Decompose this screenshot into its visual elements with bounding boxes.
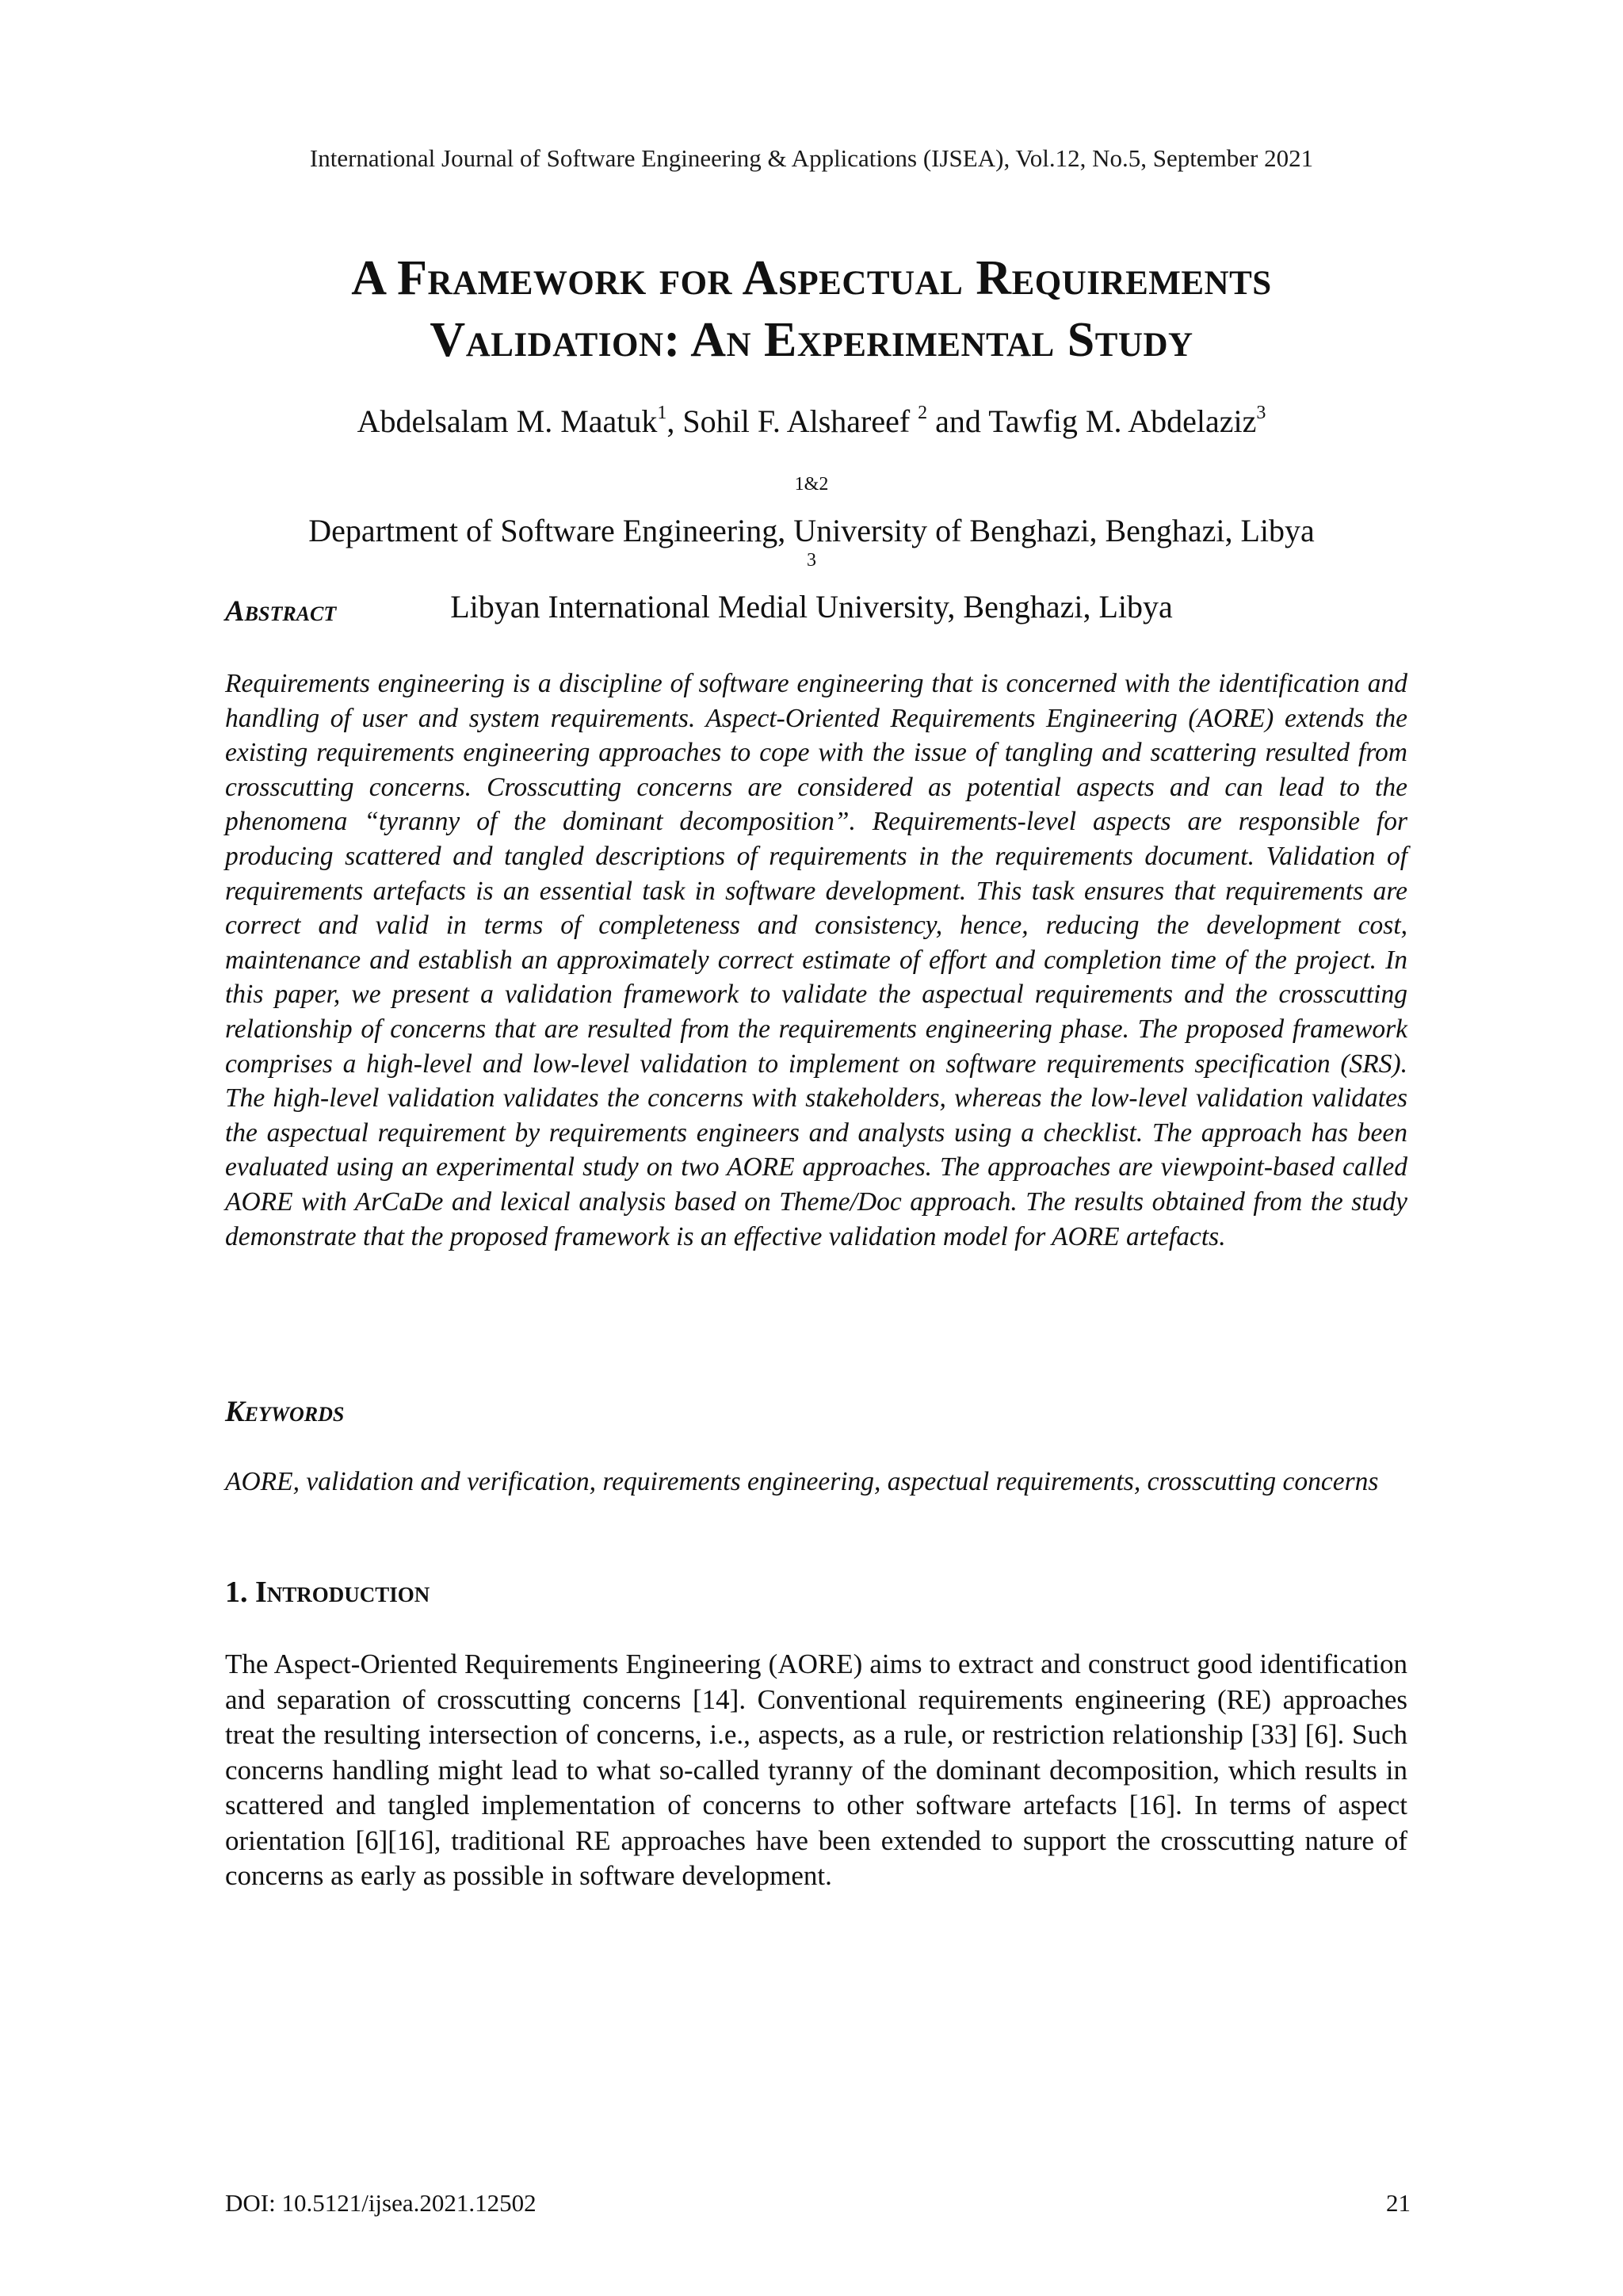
paper-title bbox=[143, 247, 1480, 371]
author-1-affiliation-mark: 1 bbox=[657, 403, 667, 424]
running-header: International Journal of Software Engineering & Applications (IJSEA), Vol.12, No.5, September 2021 bbox=[309, 144, 1314, 172]
affiliation-2-text: Libyan International Medial University, Benghazi, Libya bbox=[450, 589, 1173, 625]
author-3: Tawfig M. Abdelaziz bbox=[988, 403, 1257, 439]
abstract-body: Requirements engineering is a discipline of software engineering that is concerned with the identification and handling of user and system requirements. Aspect-Oriented Requirements Engineering (AORE) extends the existing requirements engineering approaches to cope with the issue of tangling and scattering resulted from crosscutting concerns. Crosscutting concerns are considered as potential aspects and can lead to the phenomena “tyranny of the dominant decomposition”. Requirements-level aspects are responsible for producing scattered and tangled descriptions of requirements in the requirements document. Validation of requirements artefacts is an essential task in software development. This task ensures that requirements are correct and valid in terms of completeness and consistency, hence, reducing the development cost, maintenance and establish an approximately correct estimate of effort and completion time of the project. In this paper, we present a validation framework to validate the aspectual requirements and the crosscutting relationship of concerns that are resulted from the requirements engineering phase. The proposed framework comprises a high-level and low-level validation to implement on software requirements specification (SRS). The high-level validation validates the concerns with stakeholders, whereas the low-level validation validates the aspectual requirement by requirements engineers and analysts using a checklist. The approach has been evaluated using an experimental study on two AORE approaches. The approaches are viewpoint-based called AORE with ArCaDe and lexical analysis based on Theme/Doc approach. The results obtained from the study demonstrate that the proposed framework is an effective validation model for AORE artefacts. bbox=[225, 669, 1407, 1251]
introduction-heading: 1. Introduction bbox=[225, 1576, 430, 1609]
footer-doi: DOI: 10.5121/ijsea.2021.12502 bbox=[225, 2189, 537, 2217]
paper-title-line-1: A Framework for Aspectual Requirements bbox=[351, 251, 1272, 305]
keywords-heading: Keywords bbox=[225, 1396, 345, 1428]
page-number: 21 bbox=[1386, 2189, 1411, 2217]
keywords-body: AORE, validation and verification, requirements engineering, aspectual requirements, crosscutting concerns bbox=[225, 1467, 1379, 1496]
affiliation-1-mark: 1&2 bbox=[794, 474, 829, 495]
author-2: Sohil F. Alshareef bbox=[682, 403, 918, 439]
affiliation-2-mark: 3 bbox=[807, 550, 816, 571]
paper-title-line-2: Validation: An Experimental Study bbox=[430, 313, 1193, 367]
introduction-body: The Aspect-Oriented Requirements Engineering (AORE) aims to extract and construct good identification and separation of crosscutting concerns [14]. Conventional requirements engineering (RE) approaches treat the resulting intersection of concerns, i.e., aspects, as a rule, or restriction relationship [33] [6]. Such concerns handling might lead to what so-called tyranny of the dominant decomposition, which results in scattered and tangled implementation of concerns to other software artefacts [16]. In terms of aspect orientation [6][16], traditional RE approaches have been extended to support the crosscutting nature of concerns as early as possible in software development. bbox=[225, 1648, 1407, 1891]
author-1: Abdelsalam M. Maatuk bbox=[357, 403, 658, 439]
affiliation-1 bbox=[0, 474, 1623, 550]
affiliation-1-text: Department of Software Engineering, University of Benghazi, Benghazi, Libya bbox=[308, 513, 1315, 548]
author-list bbox=[0, 403, 1623, 440]
author-separator: , bbox=[666, 403, 683, 439]
author-2-affiliation-mark: 2 bbox=[918, 403, 928, 424]
abstract-heading: Abstract bbox=[225, 595, 337, 628]
author-3-affiliation-mark: 3 bbox=[1256, 403, 1266, 424]
author-separator: and bbox=[927, 403, 989, 439]
